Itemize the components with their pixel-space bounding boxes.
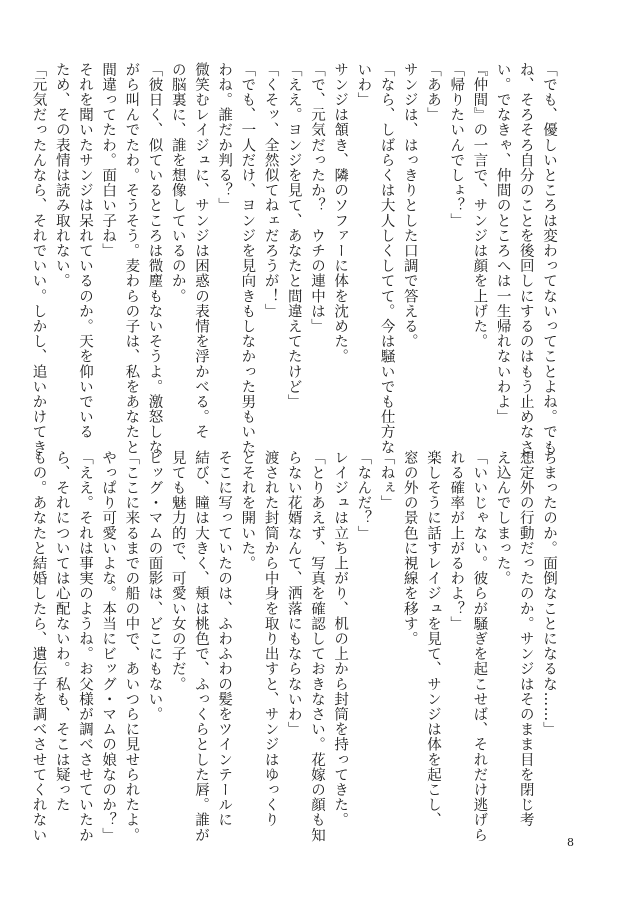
text-line: 「とりあえず、写真を確認しておきなさい。花嫁の顔も知: [308, 450, 325, 843]
text-line: 微笑むレイジュに、サンジは困惑の表情を浮かべる。そ: [192, 62, 209, 440]
text-line: サンジは、はっきりとした口調で答える。: [401, 62, 418, 349]
text-line: レイジュは立ち上がり、机の上から封筒を持ってきた。: [332, 450, 349, 828]
text-block-top: [26, 62, 560, 455]
text-line: 「なんだ？」: [355, 450, 372, 541]
text-line: 「ええ。ヨンジを見て、あなたと間違えてたけど」: [285, 62, 302, 410]
text-line: 「でも、一人だけ、ヨンジを見向きもしなかった男もいた: [239, 62, 256, 455]
text-line: らない花婿なんて、洒落にもならないわ」: [285, 450, 302, 737]
text-line: そこに写っていたのは、ふわふわの髪をツインテールに: [216, 450, 233, 828]
text-block-bottom: [26, 450, 560, 843]
page-number: 8: [567, 836, 574, 849]
text-line: 見ても魅力的で、可愛い女の子だ。: [169, 450, 186, 692]
text-line: わね。誰だか判る？」: [216, 62, 233, 213]
text-line: 『仲間』の一言で、サンジは顔を上げた。: [471, 62, 488, 349]
text-line: がら叫んでたわ。そうそう。麦わらの子は、私をあなたと: [123, 62, 140, 455]
text-line: 「いいじゃない。彼らが騒ぎを起こせば、それだけ逃げら: [471, 450, 488, 843]
text-line: とそれを開いた。: [239, 450, 256, 571]
text-line: 「ええ。それは事実のようね。お父様が調べさせていたか: [76, 450, 93, 843]
text-line: ため、その表情は読み取れない。: [53, 62, 70, 289]
text-line: 結び、瞳は大きく、頬は桃色で、ふっくらとした唇。誰が: [192, 450, 209, 843]
text-line: ら、それについては心配ないわ。私も、そこは疑った: [53, 450, 70, 813]
text-line: い。でなきゃ、仲間のところへは一生帰れないわよ」: [494, 62, 511, 425]
text-line: サンジは頷き、隣のソファーに体を沈めた。: [332, 62, 349, 364]
text-line: 「ねぇ」: [378, 450, 395, 511]
text-line: 「で、元気だったか？ ウチの連中は」: [308, 62, 325, 334]
text-line: 「くそッ、全然似てねェだろうが！」: [262, 62, 279, 319]
text-line: ちまったのか。面倒なことになるな……」: [541, 450, 557, 737]
text-line: 「ここに来るまでの船の中で、あいつらに見せられたよ。: [123, 450, 140, 843]
text-line: 間違ってたわ。面白い子ね」: [100, 62, 117, 259]
text-line: 「元気だったんなら、それでいい。しかし、追いかけてき: [30, 62, 47, 455]
text-line: れる確率が上がるわよ？」: [448, 450, 465, 632]
text-line: え込んでしまった。: [494, 450, 511, 586]
text-line: 「なら、しばらくは大人しくしてて。今は騒いでも仕方な: [378, 62, 395, 455]
text-line: やっぱり可愛いよな。本当にビッグ・マムの娘なのか？」: [100, 450, 117, 843]
text-line: それを聞いたサンジは呆れているのか。天を仰いでいる: [76, 62, 93, 440]
text-line: もの。あなたと結婚したら、遺伝子を調べさせてくれない: [30, 450, 47, 843]
text-line: ビッグ・マムの面影は、どこにもない。: [146, 450, 163, 722]
text-line: 楽しそうに話すレイジュを見て、サンジは体を起こし、: [424, 450, 441, 828]
text-line: 窓の外の景色に視線を移す。: [401, 450, 418, 647]
text-line: 渡された封筒から中身を取り出すと、サンジはゆっくり: [262, 450, 279, 828]
text-line: 「でも、優しいところは変わってないってことよね。でも: [541, 62, 557, 455]
text-line: 「彼日く、似ているところは微塵もないそうよ。激怒しな: [146, 62, 163, 455]
text-line: 「ああ」: [424, 62, 441, 123]
text-line: 想定外の行動だったのか。サンジはそのまま目を閉じ考: [517, 450, 534, 828]
text-line: 「帰りたいんでしょ？」: [448, 62, 465, 229]
text-line: いわ」: [355, 62, 372, 108]
text-line: の脳裏に、誰を想像しているのか。: [169, 62, 186, 304]
text-line: ね、そろそろ自分のことを後回しにするのはもう止めなさ: [517, 62, 534, 455]
